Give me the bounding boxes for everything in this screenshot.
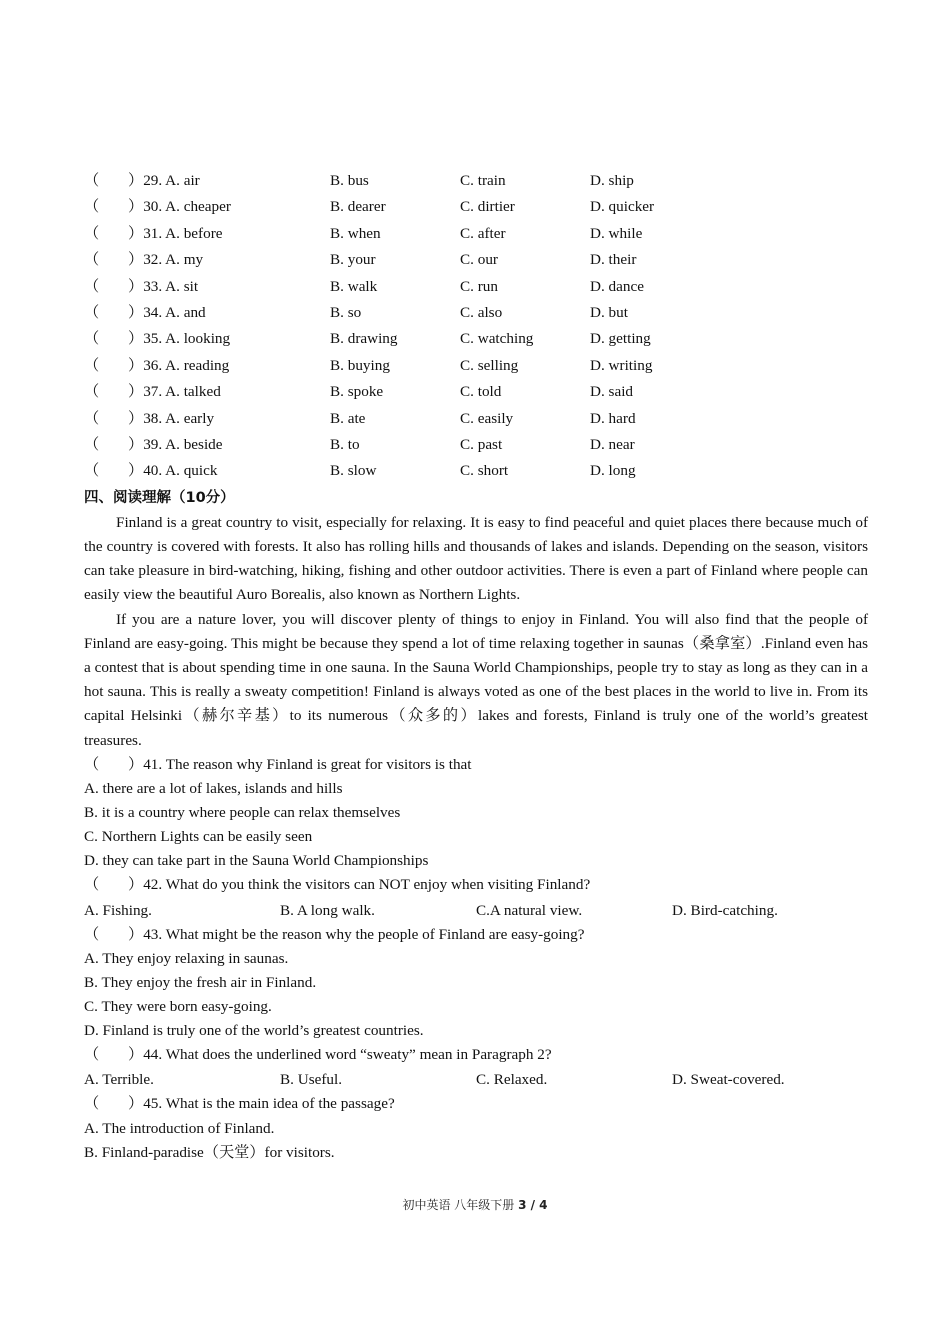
- option: A. there are a lot of lakes, islands and hills: [84, 780, 343, 798]
- page-footer: [0, 1196, 950, 1213]
- option: B. buying: [330, 356, 390, 374]
- answer-blank: [102, 406, 128, 432]
- option: A. my: [165, 251, 204, 269]
- question-number: 35.: [143, 330, 163, 348]
- option: C. past: [460, 435, 503, 453]
- passage-paragraph-2: If you are a nature lover, you will discover plenty of things to enjoy in Finland. You will also find that the people of Finland are easy-going. This might be because they spend a lot of time relaxing together in saunas（桑拿室）.Finland even has a contest that is about spending time in one sauna. In the Sauna World Championships, people try to stay as long as they can in a hot sauna. This is really a sweaty competition! Finland is always voted as one of the best places in the world to live in. From its capital Helsinki（赫尔辛基）to its numerous（众多的）lakes and forests, Finland is truly one of the world’s greatest treasures.: [84, 610, 868, 749]
- option: B. dearer: [330, 198, 386, 216]
- option: C. also: [460, 303, 503, 321]
- section-title: 四、阅读理解（10分）: [84, 489, 235, 506]
- page-number: 3 / 4: [518, 1198, 548, 1212]
- paren-open: （: [84, 383, 100, 401]
- answer-blank: [102, 326, 128, 352]
- question-option-a: [128, 274, 330, 300]
- exam-page: [84, 168, 868, 1165]
- option: A. before: [165, 224, 223, 242]
- question-41: （ ）41. The reason why Finland is great for visitors is that: [84, 755, 472, 773]
- option: A. looking: [165, 330, 231, 348]
- paren-close: ）: [128, 251, 144, 269]
- option: B. Finland-paradise（天堂）for visitors.: [84, 1143, 335, 1161]
- question-number: 40.: [143, 462, 163, 480]
- cloze-row: [84, 221, 868, 247]
- paren-close: ）: [128, 277, 144, 295]
- question-number: 33.: [143, 277, 163, 295]
- cloze-row: [84, 194, 868, 220]
- answer-blank: [102, 432, 128, 458]
- option: D. ship: [590, 172, 634, 189]
- option: D. while: [590, 224, 643, 242]
- footer-title: 初中英语 八年级下册: [402, 1198, 519, 1212]
- option: A. air: [165, 172, 200, 189]
- paren-close: ）: [128, 224, 144, 242]
- option: A. reading: [165, 356, 230, 374]
- question-option-a: [128, 379, 330, 405]
- option: D. hard: [590, 409, 636, 427]
- option: B. walk: [330, 277, 378, 295]
- option: C.A natural view.: [476, 901, 583, 919]
- passage-paragraph-1: Finland is a great country to visit, especially for relaxing. It is easy to find peaceful and quiet places there because much of the country is covered with forests. It also has rolling hills and thousands of lakes and islands. Depending on the season, visitors can take pleasure in bird-watching, hiking, fishing and other outdoor activities. There is even a part of Finland where people can easily view the beautiful Auro Borealis, also known as Northern Lights.: [84, 513, 868, 604]
- paren-open: （: [84, 172, 100, 189]
- question-option-a: [128, 326, 330, 352]
- question-43: （ ）43. What might be the reason why the people of Finland are easy-going?: [84, 925, 585, 943]
- option-row: [84, 1067, 868, 1092]
- answer-blank: [102, 168, 128, 194]
- option: C. selling: [460, 356, 519, 374]
- option: D. writing: [590, 356, 653, 374]
- option: C. told: [460, 383, 502, 401]
- paren-close: ）: [128, 356, 144, 374]
- option: A. early: [165, 409, 215, 427]
- option: C. our: [460, 251, 498, 269]
- paren-close: ）: [128, 172, 144, 189]
- question-number: 31.: [143, 224, 163, 242]
- question-number: 34.: [143, 303, 163, 321]
- paren-open: （: [84, 224, 100, 242]
- question-number: 39.: [143, 435, 163, 453]
- option-row: [84, 898, 868, 923]
- question-number: 29.: [143, 172, 163, 189]
- option: D. long: [590, 462, 636, 480]
- question-42: （ ）42. What do you think the visitors can NOT enjoy when visiting Finland?: [84, 876, 591, 894]
- option: B. A long walk.: [280, 901, 375, 919]
- answer-blank: [102, 247, 128, 273]
- option: D. Sweat-covered.: [672, 1071, 785, 1089]
- option: A. sit: [165, 277, 199, 295]
- question-option-a: [128, 432, 330, 458]
- option: C. Northern Lights can be easily seen: [84, 828, 313, 846]
- paren-open: （: [84, 198, 100, 216]
- cloze-row: [84, 406, 868, 432]
- paren-close: ）: [128, 303, 144, 321]
- option: A. Terrible.: [84, 1071, 154, 1089]
- option: B. Useful.: [280, 1071, 343, 1089]
- answer-blank: [102, 274, 128, 300]
- option: C. short: [460, 462, 509, 480]
- option: D. Finland is truly one of the world’s greatest countries.: [84, 1021, 424, 1039]
- option: D. quicker: [590, 198, 655, 216]
- option: B. to: [330, 435, 360, 453]
- paren-open: （: [84, 277, 100, 295]
- question-option-a: [128, 168, 330, 194]
- option: A. The introduction of Finland.: [84, 1119, 275, 1137]
- option: C. train: [460, 172, 506, 189]
- option: C. after: [460, 224, 506, 242]
- option: A. Fishing.: [84, 901, 152, 919]
- option: B. spoke: [330, 383, 384, 401]
- question-number: 38.: [143, 409, 163, 427]
- paren-open: （: [84, 303, 100, 321]
- cloze-row: [84, 458, 868, 484]
- paren-open: （: [84, 251, 100, 269]
- question-option-a: [128, 221, 330, 247]
- cloze-row: [84, 353, 868, 379]
- question-option-a: [128, 353, 330, 379]
- option: B. ate: [330, 409, 366, 427]
- question-number: 37.: [143, 383, 163, 401]
- option: B. it is a country where people can relax themselves: [84, 804, 401, 822]
- question-option-a: [128, 194, 330, 220]
- paren-close: ）: [128, 330, 144, 348]
- cloze-options: [84, 168, 868, 485]
- paren-close: ）: [128, 198, 144, 216]
- answer-blank: [102, 458, 128, 484]
- paren-open: （: [84, 435, 100, 453]
- cloze-row: [84, 379, 868, 405]
- option: B. so: [330, 303, 362, 321]
- question-number: 36.: [143, 356, 163, 374]
- option: B. They enjoy the fresh air in Finland.: [84, 973, 317, 991]
- question-number: 32.: [143, 251, 163, 269]
- paren-open: （: [84, 462, 100, 480]
- option: D. dance: [590, 277, 644, 295]
- paren-open: （: [84, 330, 100, 348]
- question-number: 30.: [143, 198, 163, 216]
- cloze-row: [84, 247, 868, 273]
- paren-close: ）: [128, 462, 144, 480]
- question-option-a: [128, 458, 330, 484]
- option: C. Relaxed.: [476, 1071, 548, 1089]
- question-option-a: [128, 300, 330, 326]
- option: B. bus: [330, 172, 369, 189]
- option: B. slow: [330, 462, 377, 480]
- option: C. run: [460, 277, 498, 295]
- option: D. but: [590, 303, 628, 321]
- cloze-row: [84, 432, 868, 458]
- option: B. when: [330, 224, 381, 242]
- option: C. watching: [460, 330, 534, 348]
- answer-blank: [102, 353, 128, 379]
- option: A. quick: [165, 462, 218, 480]
- answer-blank: [102, 194, 128, 220]
- question-44: （ ）44. What does the underlined word “sweaty” mean in Paragraph 2?: [84, 1045, 552, 1063]
- option: C. They were born easy-going.: [84, 997, 272, 1015]
- option: A. beside: [165, 435, 223, 453]
- cloze-row: [84, 274, 868, 300]
- option: C. dirtier: [460, 198, 515, 216]
- option: A. They enjoy relaxing in saunas.: [84, 949, 289, 967]
- option: B. drawing: [330, 330, 398, 348]
- cloze-row: [84, 326, 868, 352]
- paren-close: ）: [128, 409, 144, 427]
- option: D. Bird-catching.: [672, 901, 778, 919]
- question-option-a: [128, 247, 330, 273]
- option: A. cheaper: [165, 198, 231, 216]
- option: D. near: [590, 435, 635, 453]
- paren-close: ）: [128, 383, 144, 401]
- option: D. said: [590, 383, 634, 401]
- answer-blank: [102, 221, 128, 247]
- paren-close: ）: [128, 435, 144, 453]
- option: D. getting: [590, 330, 651, 348]
- paren-open: （: [84, 409, 100, 427]
- question-option-a: [128, 406, 330, 432]
- option: A. and: [165, 303, 206, 321]
- cloze-row: [84, 168, 868, 194]
- paren-open: （: [84, 356, 100, 374]
- question-45: （ ）45. What is the main idea of the passage?: [84, 1095, 395, 1113]
- option: B. your: [330, 251, 376, 269]
- option: D. their: [590, 251, 637, 269]
- answer-blank: [102, 300, 128, 326]
- cloze-row: [84, 300, 868, 326]
- option: D. they can take part in the Sauna World Championships: [84, 852, 429, 870]
- option: C. easily: [460, 409, 514, 427]
- option: A. talked: [165, 383, 221, 401]
- answer-blank: [102, 379, 128, 405]
